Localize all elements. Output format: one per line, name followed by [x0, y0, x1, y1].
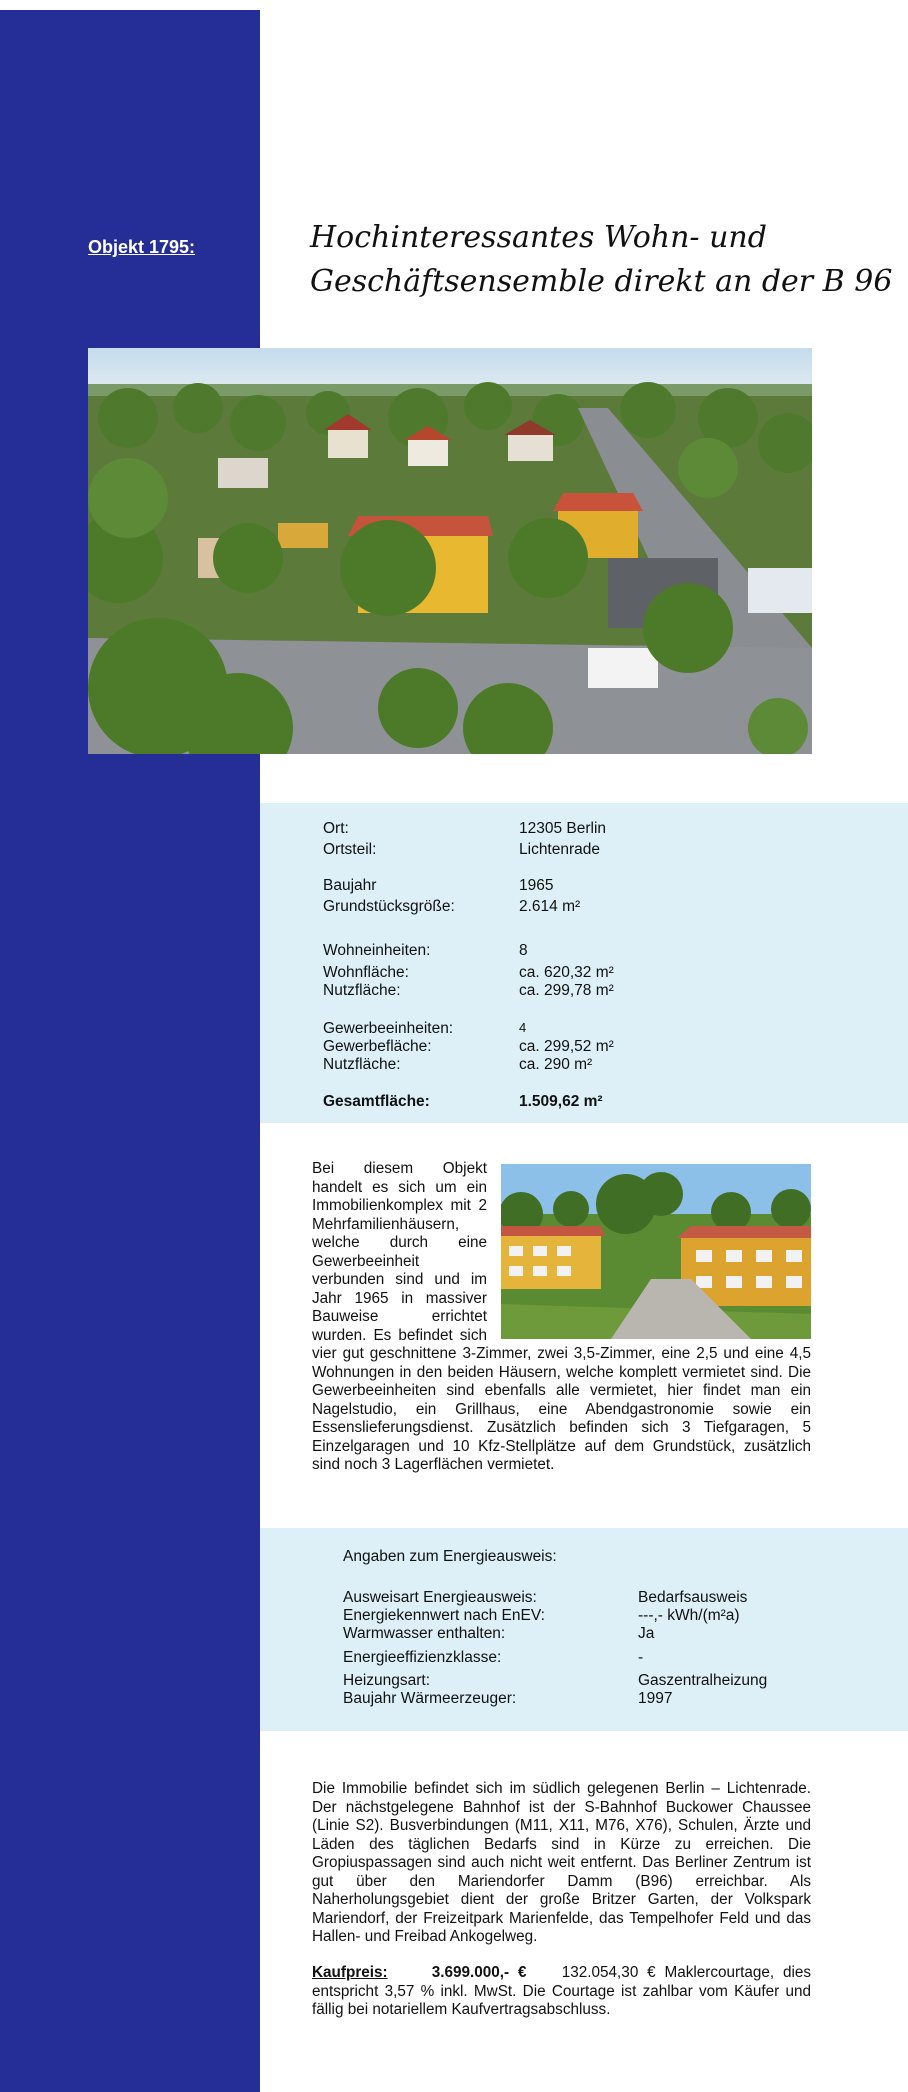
kennwert-label: Energiekennwert nach EnEV:: [343, 1607, 545, 1624]
ortsteil-value: Lichtenrade: [519, 841, 601, 858]
energy-heading: Angaben zum Energieausweis:: [343, 1548, 557, 1565]
gesamt-value: 1.509,62 m²: [519, 1093, 603, 1110]
ortsteil-label: Ortsteil:: [323, 841, 377, 858]
description: [312, 1160, 811, 1475]
effizienz-label: Energieeffizienzklasse:: [343, 1649, 502, 1666]
kennwert-value: ---,- kWh/(m²a): [638, 1607, 740, 1624]
aerial-photo: [88, 348, 812, 754]
nutzflaeche-value: ca. 299,78 m²: [519, 982, 614, 999]
baujahr-wz-label: Baujahr Wärmeerzeuger:: [343, 1690, 517, 1707]
page-title: [310, 216, 892, 304]
wohneinheiten-label: Wohneinheiten:: [323, 942, 431, 959]
description-text: Bei diesem Objekt handelt es sich um ein Immobilienkomplex mit 2 Mehrfamilienhäusern, welche durch eine Gewerbeeinheit verbunden sind und im Jahr 1965 in massiver Bauweise errichtet wurden. Es befindet sich vier gut geschnittene 3-Zimmer, zwei 3,5-Zimmer, eine 2,5 und eine 4,5 Wohnungen in den beiden Häusern, welche komplett vermietet sind. Die Gewerbeeinheiten sind ebenfalls alle vermietet, hier findet man ein Nagelstudio, ein Grillhaus, eine Abendgastronomie sowie ein Essenslieferungsdienst. Zusätzlich befinden sich 3 Tiefgaragen, 5 Einzelgaragen und 10 Kfz-Stellplätze auf dem Grundstück, zusätzlich sind noch 3 Lagerflächen vermietet.: [312, 1160, 811, 1473]
ausweisart-value: Bedarfsausweis: [638, 1589, 748, 1606]
title-line-2: Geschäftsensemble direkt an der B 96: [310, 264, 893, 299]
wohnflaeche-label: Wohnfläche:: [323, 964, 409, 981]
gewerbeflaeche-value: ca. 299,52 m²: [519, 1038, 614, 1055]
heizung-value: Gaszentralheizung: [638, 1672, 768, 1689]
grundstueck-value: 2.614 m²: [519, 898, 581, 915]
ort-value: 12305 Berlin: [519, 820, 607, 837]
nutzflaeche-gewerbe-label: Nutzfläche:: [323, 1056, 401, 1073]
price-amount: 3.699.000,- €: [431, 1964, 527, 1981]
sidebar-band: [0, 10, 260, 2092]
gewerbeflaeche-label: Gewerbefläche:: [323, 1038, 432, 1055]
baujahr-value: 1965: [519, 877, 554, 894]
object-number: Objekt 1795:: [88, 237, 196, 257]
price-text: 132.054,30 € Maklercourtage, dies entspricht 3,57 % inkl. MwSt. Die Courtage ist zahlbar vom Käufer und fällig bei notariellem Kaufvertragsabschluss.: [312, 1964, 812, 2018]
ausweisart-label: Ausweisart Energieausweis:: [343, 1589, 537, 1606]
wohneinheiten-value: 8: [519, 942, 528, 959]
nutzflaeche-gewerbe-value: ca. 290 m²: [519, 1056, 593, 1073]
location-text: Die Immobilie befindet sich im südlich gelegenen Berlin – Lichtenrade. Der nächstgelegene Bahnhof ist der S-Bahnhof Buckower Chaussee (Linie S2). Busverbindungen (M11, X11, M76, X76), Schulen, Ärzte und Läden des täglichen Bedarfs sind in Kürze zu erreichen. Die Gropiuspassagen sind auch nicht weit entfernt. Das Berliner Zentrum ist gut über den Mariendorfer Damm (B96) erreichbar. Als Naherholungsgebiet dient der große Britzer Garten, der Volkspark Mariendorf, der Freizeitpark Marienfelde, das Tempelhofer Feld und das Hallen- und Freibad Ankogelweg.: [312, 1780, 811, 1945]
price-label: Kaufpreis:: [312, 1964, 388, 1981]
gewerbeeinheiten-label: Gewerbeeinheiten:: [323, 1020, 454, 1037]
price-paragraph: [312, 1964, 811, 2020]
warmwasser-label: Warmwasser enthalten:: [343, 1625, 506, 1642]
warmwasser-value: Ja: [638, 1625, 655, 1642]
effizienz-value: -: [638, 1649, 644, 1666]
title-line-1: Hochinteressantes Wohn- und: [310, 220, 767, 255]
grundstueck-label: Grundstücksgröße:: [323, 898, 455, 915]
baujahr-label: Baujahr: [323, 877, 377, 894]
building-photo: [501, 1164, 811, 1339]
wohnflaeche-value: ca. 620,32 m²: [519, 964, 614, 981]
nutzflaeche-label: Nutzfläche:: [323, 982, 401, 999]
baujahr-wz-value: 1997: [638, 1690, 673, 1707]
gewerbeeinheiten-value: 4: [519, 1020, 527, 1035]
ort-label: Ort:: [323, 820, 349, 837]
heizung-label: Heizungsart:: [343, 1672, 431, 1689]
gesamt-label: Gesamtfläche:: [323, 1093, 430, 1110]
